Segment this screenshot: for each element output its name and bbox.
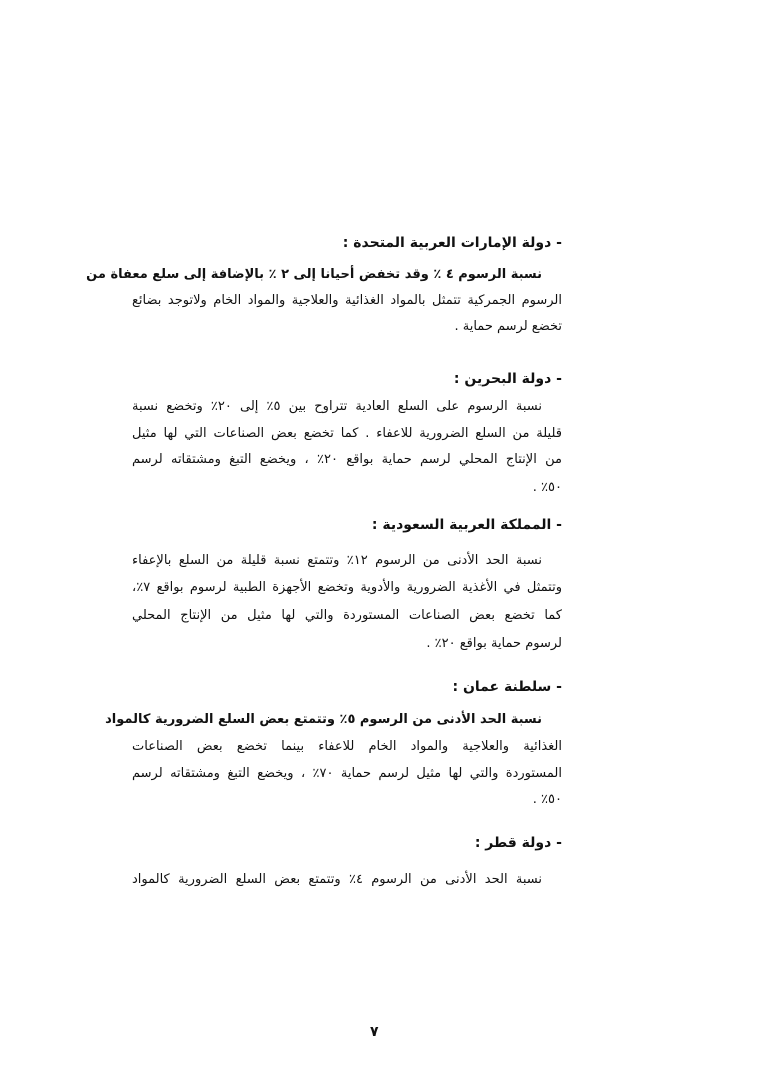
paragraph-line: ٥٠٪ .: [532, 480, 562, 495]
paragraph-line: المستوردة والتي لها مثيل لرسم حماية ٧٠٪ ، ويخضع التبغ ومشتقاته لرسم: [132, 766, 562, 781]
section-heading: - سلطنة عمان :: [452, 679, 562, 695]
paragraph-line: نسبة الحد الأدنى من الرسوم ٥٪ وتتمتع بعض السلع الضرورية كالمواد: [105, 712, 542, 727]
paragraph-line: كما تخضع بعض الصناعات المستوردة والتي لها مثيل من الإنتاج المحلي: [132, 608, 562, 623]
paragraph-line: وتتمثل في الأغذية الضرورية والأدوية وتخضع الأجهزة الطبية لرسوم بواقع ٧٪،: [132, 580, 562, 595]
paragraph-line: الغذائية والعلاجية والمواد الخام للاعفاء بينما تخضع بعض الصناعات: [132, 739, 562, 754]
paragraph-line: لرسوم حماية بواقع ٢٠٪ .: [426, 636, 562, 651]
paragraph-line: من الإنتاج المحلي لرسم حماية بواقع ٢٠٪ ، ويخضع التبغ ومشتقاته لرسم: [132, 452, 562, 467]
paragraph-line: الرسوم الجمركية تتمثل بالمواد الغذائية والعلاجية والمواد الخام ولاتوجد بضائع: [132, 293, 562, 308]
section-heading: - دولة قطر :: [474, 835, 562, 851]
section-heading: - دولة الإمارات العربية المتحدة :: [342, 235, 562, 251]
section-heading: - دولة البحرين :: [453, 371, 562, 387]
paragraph-line: نسبة الحد الأدنى من الرسوم ٤٪ وتتمتع بعض السلع الضرورية كالمواد: [132, 872, 543, 887]
paragraph-line: نسبة الرسوم على السلع العادية تتراوح بين ٥٪ إلى ٢٠٪ وتخضع نسبة: [132, 399, 543, 414]
paragraph-line: نسبة الرسوم ٤ ٪ وقد تخفض أحيانا إلى ٢ ٪ بالإضافة إلى سلع معفاة من: [86, 267, 542, 282]
paragraph-line: تخضع لرسم حماية .: [454, 319, 562, 334]
paragraph-line: ٥٠٪ .: [532, 792, 562, 807]
page-number: ٧: [370, 1024, 379, 1040]
paragraph-line: قليلة من السلع الضرورية للاعفاء . كما تخضع بعض الصناعات التي لها مثيل: [132, 426, 562, 441]
section-heading: - المملكة العربية السعودية :: [371, 517, 562, 533]
paragraph-line: نسبة الحد الأدنى من الرسوم ١٢٪ وتتمتع نسبة قليلة من السلع بالإعفاء: [132, 553, 542, 568]
